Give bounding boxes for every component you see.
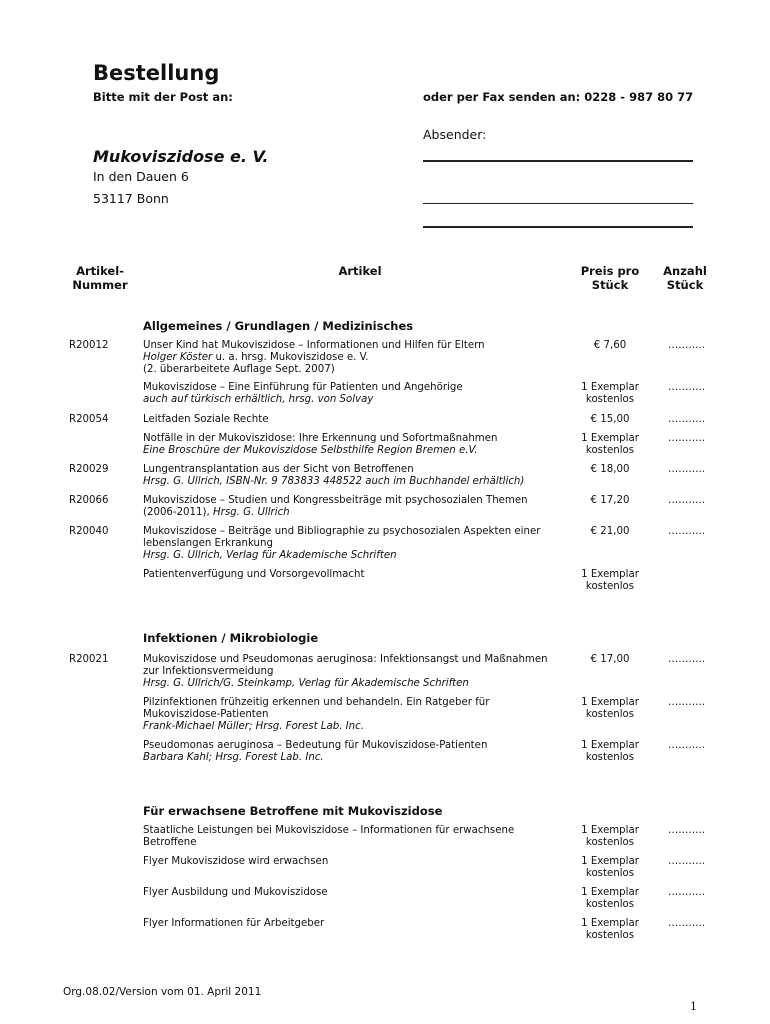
article-description: Flyer Informationen für Arbeitgeber bbox=[143, 918, 325, 929]
article-number: R20012 bbox=[69, 340, 109, 351]
article-price: € 18,00 bbox=[590, 464, 630, 475]
article-price: € 17,00 bbox=[590, 654, 630, 665]
recipient-street: In den Dauen 6 bbox=[93, 169, 189, 184]
article-price: 1 Exemplar kostenlos bbox=[581, 887, 639, 910]
article-description: Staatliche Leistungen bei Mukoviszidose – Informationen für erwachsene Betroffene bbox=[143, 825, 515, 848]
article-description: Flyer Mukoviszidose wird erwachsen bbox=[143, 856, 329, 867]
article-price: 1 Exemplar kostenlos bbox=[581, 740, 639, 763]
absender-label: Absender: bbox=[423, 127, 487, 142]
quantity-field[interactable]: ……….. bbox=[668, 825, 706, 836]
article-description: Mukoviszidose und Pseudomonas aeruginosa: Infektionsangst und Maßnahmen zur Infektionsvermeidung Hrsg. G. Ullrich/G. Steinkamp, Verlag für Akademische Schriften bbox=[143, 654, 548, 689]
recipient-org: Mukoviszidose e. V. bbox=[93, 147, 269, 166]
article-number: R20054 bbox=[69, 414, 109, 425]
article-number: R20021 bbox=[69, 654, 109, 665]
quantity-field[interactable]: ……….. bbox=[668, 340, 706, 351]
article-description: Mukoviszidose – Beiträge und Bibliographie zu psychosozialen Aspekten einer lebenslangen Erkrankung Hrsg. G. Ullrich, Verlag für Akademische Schriften bbox=[143, 526, 541, 561]
article-description: Pilzinfektionen frühzeitig erkennen und behandeln. Ein Ratgeber für Mukoviszidose-Patienten Frank-Michael Müller; Hrsg. Forest Lab. Inc. bbox=[143, 697, 490, 732]
article-description: Mukoviszidose – Eine Einführung für Patienten und Angehörige auch auf türkisch erhältlich, hrsg. von Solvay bbox=[143, 382, 463, 405]
quantity-field[interactable]: ……….. bbox=[668, 433, 706, 444]
article-description: Patientenverfügung und Vorsorgevollmacht bbox=[143, 569, 365, 580]
page-title: Bestellung bbox=[93, 61, 220, 85]
article-number: R20066 bbox=[69, 495, 109, 506]
article-description: Leitfaden Soziale Rechte bbox=[143, 414, 269, 425]
sender-line-2[interactable] bbox=[423, 203, 693, 204]
article-price: 1 Exemplar kostenlos bbox=[581, 433, 639, 456]
quantity-field[interactable]: ……….. bbox=[668, 918, 706, 929]
quantity-field[interactable]: ……….. bbox=[668, 382, 706, 393]
section-title: Für erwachsene Betroffene mit Mukoviszidose bbox=[143, 804, 443, 818]
fax-label: oder per Fax senden an: 0228 - 987 80 77 bbox=[423, 90, 694, 104]
article-description: Unser Kind hat Mukoviszidose – Informationen und Hilfen für Eltern Holger Köster u. a. hrsg. Mukoviszidose e. V. (2. überarbeitete Auflage Sept. 2007) bbox=[143, 340, 485, 375]
quantity-field[interactable]: ……….. bbox=[668, 740, 706, 751]
article-description: Notfälle in der Mukoviszidose: Ihre Erkennung und Sofortmaßnahmen Eine Broschüre der Mukoviszidose Selbsthilfe Region Bremen e.V. bbox=[143, 433, 498, 456]
article-number: R20029 bbox=[69, 464, 109, 475]
page-number: 1 bbox=[690, 1000, 697, 1013]
article-price: 1 Exemplar kostenlos bbox=[581, 825, 639, 848]
article-description: Mukoviszidose – Studien und Kongressbeiträge mit psychosozialen Themen (2006-2011), Hrsg. G. Ullrich bbox=[143, 495, 528, 518]
quantity-field[interactable]: ……….. bbox=[668, 856, 706, 867]
col-header-price: Preis pro Stück bbox=[580, 264, 640, 292]
article-price: € 17,20 bbox=[590, 495, 630, 506]
quantity-field[interactable]: ……….. bbox=[668, 414, 706, 425]
recipient-city: 53117 Bonn bbox=[93, 191, 169, 206]
article-number: R20040 bbox=[69, 526, 109, 537]
quantity-field[interactable]: ……….. bbox=[668, 654, 706, 665]
article-price: 1 Exemplar kostenlos bbox=[581, 569, 639, 592]
article-description: Flyer Ausbildung und Mukoviszidose bbox=[143, 887, 328, 898]
post-label: Bitte mit der Post an: bbox=[93, 90, 233, 104]
article-price: € 7,60 bbox=[593, 340, 627, 351]
article-description: Pseudomonas aeruginosa – Bedeutung für Mukoviszidose-Patienten Barbara Kahl; Hrsg. Forest Lab. Inc. bbox=[143, 740, 488, 763]
quantity-field[interactable]: ……….. bbox=[668, 495, 706, 506]
col-header-qty: Anzahl Stück bbox=[663, 264, 707, 292]
section-title: Allgemeines / Grundlagen / Medizinisches bbox=[143, 319, 414, 333]
sender-line-3[interactable] bbox=[423, 226, 693, 228]
quantity-field[interactable]: ……….. bbox=[668, 464, 706, 475]
sender-line-1[interactable] bbox=[423, 160, 693, 162]
quantity-field[interactable]: ……….. bbox=[668, 526, 706, 537]
article-price: 1 Exemplar kostenlos bbox=[581, 382, 639, 405]
version-footer: Org.08.02/Version vom 01. April 2011 bbox=[63, 986, 262, 998]
col-header-article: Artikel bbox=[338, 264, 382, 278]
article-price: 1 Exemplar kostenlos bbox=[581, 856, 639, 879]
article-price: 1 Exemplar kostenlos bbox=[581, 697, 639, 720]
article-description: Lungentransplantation aus der Sicht von Betroffenen Hrsg. G. Ullrich, ISBN-Nr. 9 783833 448522 auch im Buchhandel erhältlich) bbox=[143, 464, 525, 487]
article-price: 1 Exemplar kostenlos bbox=[581, 918, 639, 941]
article-price: € 21,00 bbox=[590, 526, 630, 537]
article-price: € 15,00 bbox=[590, 414, 630, 425]
section-title: Infektionen / Mikrobiologie bbox=[143, 631, 319, 645]
quantity-field[interactable]: ……….. bbox=[668, 697, 706, 708]
col-header-number: Artikel- Nummer bbox=[72, 264, 128, 292]
quantity-field[interactable]: ……….. bbox=[668, 887, 706, 898]
